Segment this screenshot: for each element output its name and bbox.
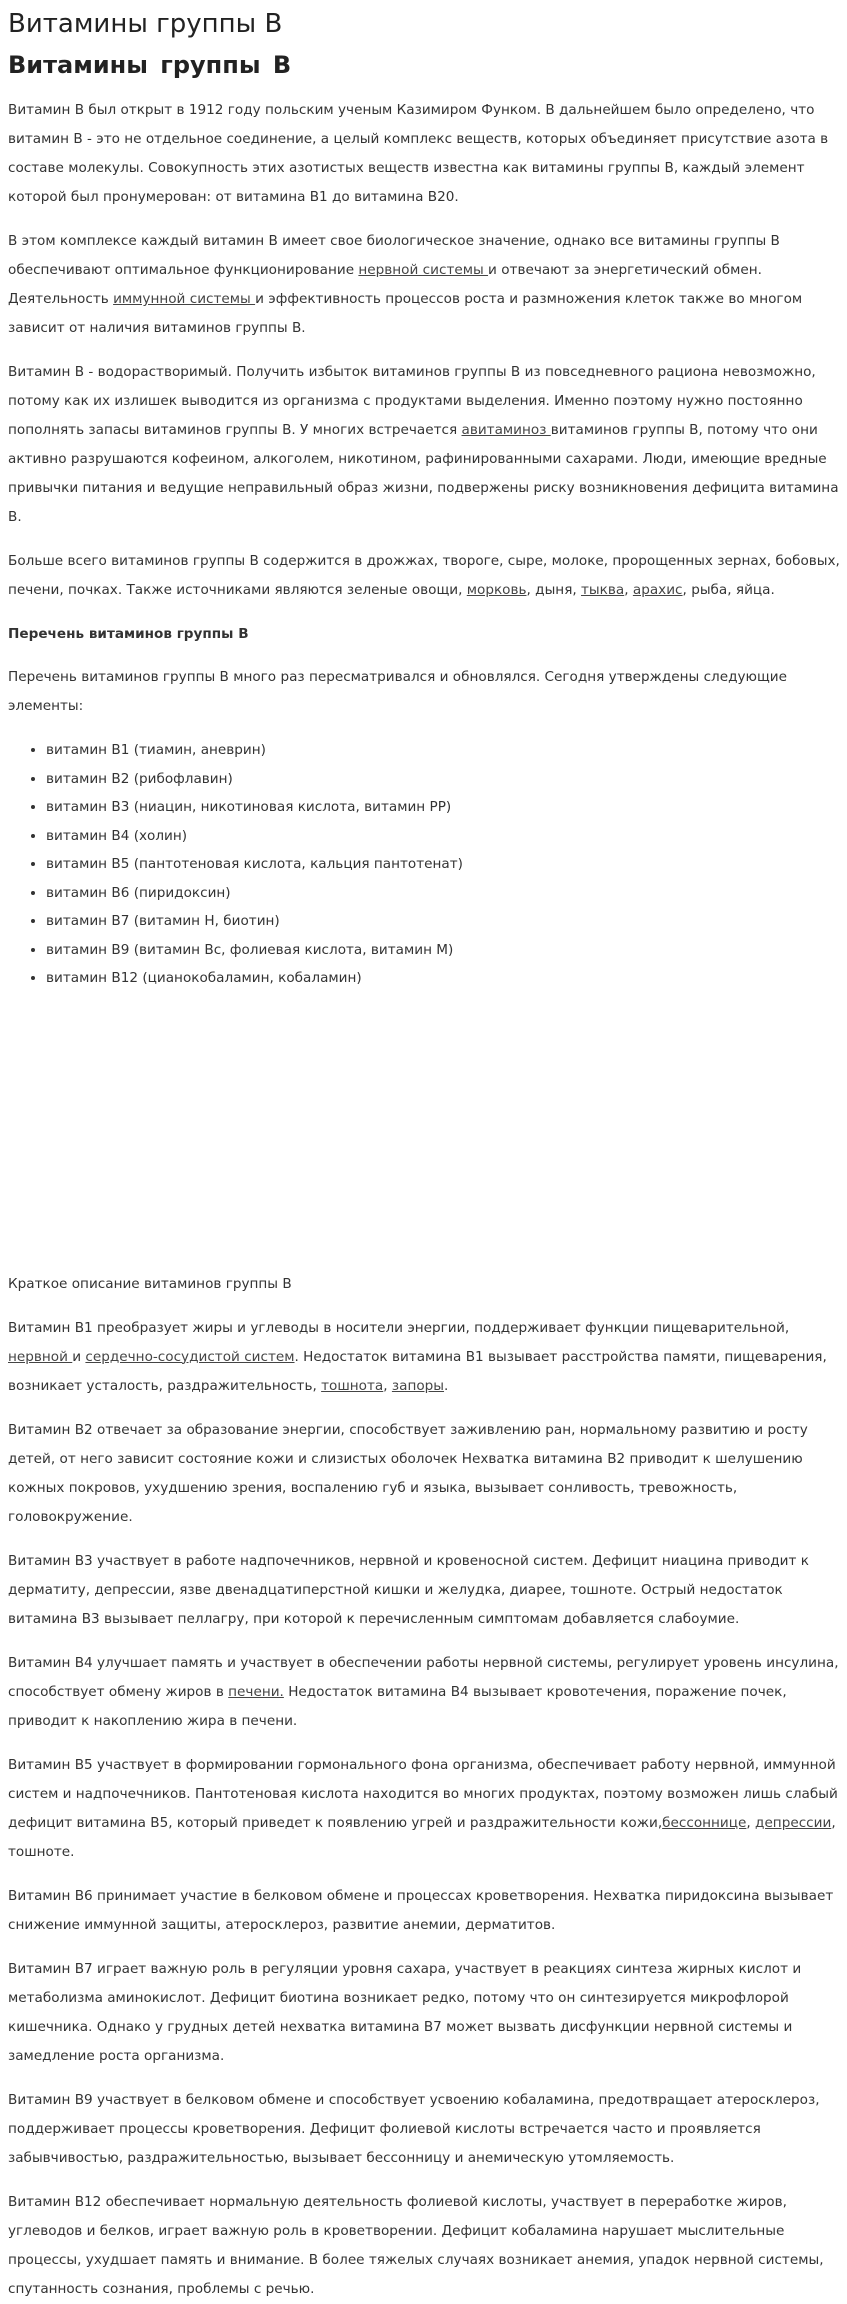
inline-link[interactable]: морковь xyxy=(466,582,527,598)
text-run: , рыба, яйца. xyxy=(682,582,775,598)
vitamin-description xyxy=(8,2086,842,2173)
inline-link[interactable]: тошнота xyxy=(321,1377,384,1394)
text-run: Витамин В7 играет важную роль в регуляции уровня сахара, участвует в реакциях синтеза жирных кислот и метаболизма аминокислот. Дефицит биотина возникает редко, потому что он синтезируется микрофлорой кишечника. Однако у грудных детей нехватка витамина В7 может вызвать дисфункции нервной системы и замедление роста организма. xyxy=(8,1960,802,2064)
vitamin-description xyxy=(8,1314,842,1401)
text-run: В этом комплексе каждый витамин В имеет свое биологическое значение, однако все витамины группы В обеспечивают оптимальное функционирование xyxy=(8,233,780,278)
list-heading: Перечень витаминов группы В xyxy=(8,626,249,642)
vitamin-description xyxy=(8,1882,842,1940)
text-run: и xyxy=(72,1348,86,1365)
intro-paragraph xyxy=(8,547,842,605)
text-run: Витамин В2 отвечает за образование энергии, способствует заживлению ран, нормальному развитию и росту детей, от него зависит состояние кожи и слизистых оболочек Нехватка витамина В2 приводит к шелушению кожных покровов, ухудшению зрения, воспалению губ и языка, вызывает сонливость, тревожность, головокружение. xyxy=(8,1421,808,1525)
text-run: , xyxy=(746,1814,756,1831)
vitamin-list xyxy=(8,736,847,993)
text-run: Витамин В12 обеспечивает нормальную деятельность фолиевой кислоты, участвует в переработке жиров, углеводов и белков, играет важную роль в кроветворении. Дефицит кобаламина нарушает мыслительные процессы, ухудшает память и внимание. В более тяжелых случаях возникает анемия, упадок нервной системы, спутанность сознания, проблемы с речью. xyxy=(8,2193,824,2297)
inline-link[interactable]: печени. xyxy=(228,1683,284,1700)
text-run: , xyxy=(383,1377,392,1394)
text-run: . Недостаток витамина В1 вызывает расстройства памяти, пищеварения, возникает усталость, раздражительность, xyxy=(8,1348,827,1394)
intro-paragraph xyxy=(8,227,842,343)
text-run: Витамин В1 преобразует жиры и углеводы в носители энергии, поддерживает функции пищеварительной, xyxy=(8,1319,790,1336)
list-item: • витамин В5 (пантотеновая кислота, кальция пантотенат) xyxy=(46,850,847,879)
inline-link[interactable]: запоры xyxy=(391,1377,445,1394)
text-run: Витамин В - водорастворимый. Получить избыток витаминов группы В из повседневного рациона невозможно, потому как их излишек выводится из организма с продуктами выделения. Именно поэтому нужно постоянно пополнять запасы витаминов группы В. У многих встречается xyxy=(8,364,816,438)
list-item: • витамин В9 (витамин Вс, фолиевая кислота, витамин М) xyxy=(46,936,847,965)
text-run: витаминов группы В, потому что они активно разрушаются кофеином, алкоголем, никотином, рафинированными сахарами. Люди, имеющие вредные привычки питания и ведущие неправильный образ жизни, подвержены риску возникновения дефицита витамина В. xyxy=(8,422,839,525)
inline-link[interactable]: тыква xyxy=(581,582,625,598)
text-run: Недостаток витамина В4 вызывает кровотечения, поражение почек, приводит к накоплению жира в печени. xyxy=(8,1683,787,1729)
list-item: • витамин В7 (витамин Н, биотин) xyxy=(46,907,847,936)
text-run: Витамин В6 принимает участие в белковом обмене и процессах кроветворения. Нехватка пиридоксина вызывает снижение иммунной защиты, атеросклероз, развитие анемии, дерматитов. xyxy=(8,1887,834,1933)
text-run: , тошноте. xyxy=(8,1814,836,1860)
list-item: • витамин В12 (цианокобаламин, кобаламин) xyxy=(46,964,847,993)
vitamin-description xyxy=(8,1649,842,1736)
text-run: Витамин В5 участвует в формировании гормонального фона организма, обеспечивает работу нервной, иммунной систем и надпочечников. Пантотеновая кислота находится во многих продуктах, поэтому возможен лишь слабый дефицит витамина В5, который приведет к появлению угрей и раздражительности кожи, xyxy=(8,1756,838,1831)
list-item: • витамин В1 (тиамин, аневрин) xyxy=(46,736,847,765)
text-run: Витамин В4 улучшает память и участвует в обеспечении работы нервной системы, регулирует уровень инсулина, способствует обмену жиров в xyxy=(8,1654,839,1700)
article-title: Витамины группы В xyxy=(8,51,292,79)
vitamin-description xyxy=(8,2188,842,2304)
descriptions-section xyxy=(8,1314,847,2304)
vitamin-description xyxy=(8,1547,842,1634)
vitamin-description xyxy=(8,1955,842,2071)
inline-link[interactable]: сердечно-сосудистой систем xyxy=(85,1348,295,1365)
inline-link[interactable]: арахис xyxy=(632,582,683,598)
vitamin-description xyxy=(8,1416,842,1532)
inline-link[interactable]: авитаминоз xyxy=(461,422,551,438)
list-intro: Перечень витаминов группы В много раз пересматривался и обновлялся. Сегодня утверждены следующие элементы: xyxy=(8,669,787,714)
text-run: и отвечают за энергетический обмен. Деятельность xyxy=(8,262,762,307)
inline-link[interactable]: депрессии xyxy=(755,1814,832,1831)
intro-section xyxy=(8,96,847,605)
list-item: • витамин В6 (пиридоксин) xyxy=(46,879,847,908)
inline-link[interactable]: нервной xyxy=(8,1348,73,1365)
inline-link[interactable]: бессоннице xyxy=(662,1814,747,1831)
text-run: Витамин В9 участвует в белковом обмене и способствует усвоению кобаламина, предотвращает атеросклероз, поддерживает процессы кроветворения. Дефицит фолиевой кислоты встречается часто и проявляется забывчивостью, раздражительностью, вызывает бессонницу и анемическую утомляемость. xyxy=(8,2091,820,2166)
intro-paragraph xyxy=(8,96,842,212)
text-run: , xyxy=(624,582,633,598)
list-item: • витамин В2 (рибофлавин) xyxy=(46,765,847,794)
intro-paragraph xyxy=(8,358,842,532)
text-run: . xyxy=(444,1377,449,1394)
text-run: и эффективность процессов роста и размножения клеток также во многом зависит от наличия витаминов группы В. xyxy=(8,291,803,336)
short-desc-heading: Краткое описание витаминов группы В xyxy=(8,1275,292,1292)
page-title: Витамины группы В xyxy=(8,9,283,39)
inline-link[interactable]: нервной системы xyxy=(358,262,489,278)
text-run: , дыня, xyxy=(526,582,582,598)
list-item: • витамин В4 (холин) xyxy=(46,822,847,851)
text-run: Витамин В3 участвует в работе надпочечников, нервной и кровеносной систем. Дефицит ниацина приводит к дерматиту, депрессии, язве двенадцатиперстной кишки и желудка, диарее, тошноте. Острый недостаток витамина В3 вызывает пеллагру, при которой к перечисленным симптомам добавляется слабоумие. xyxy=(8,1552,809,1627)
vitamin-description xyxy=(8,1751,842,1867)
text-run: Витамин В был открыт в 1912 году польским ученым Казимиром Функом. В дальнейшем было определено, что витамин В - это не отдельное соединение, а целый комплекс веществ, которых объединяет присутствие азота в составе молекулы. Совокупность этих азотистых веществ известна как витамины группы В, каждый элемент которой был пронумерован: от витамина В1 до витамина В20. xyxy=(8,102,829,205)
list-item: • витамин В3 (ниацин, никотиновая кислота, витамин РР) xyxy=(46,793,847,822)
text-run: Больше всего витаминов группы В содержится в дрожжах, твороге, сыре, молоке, пророщенных зернах, бобовых, печени, почках. Также источниками являются зеленые овощи, xyxy=(8,553,840,598)
inline-link[interactable]: иммунной системы xyxy=(113,291,256,307)
blank-area xyxy=(8,993,847,1270)
